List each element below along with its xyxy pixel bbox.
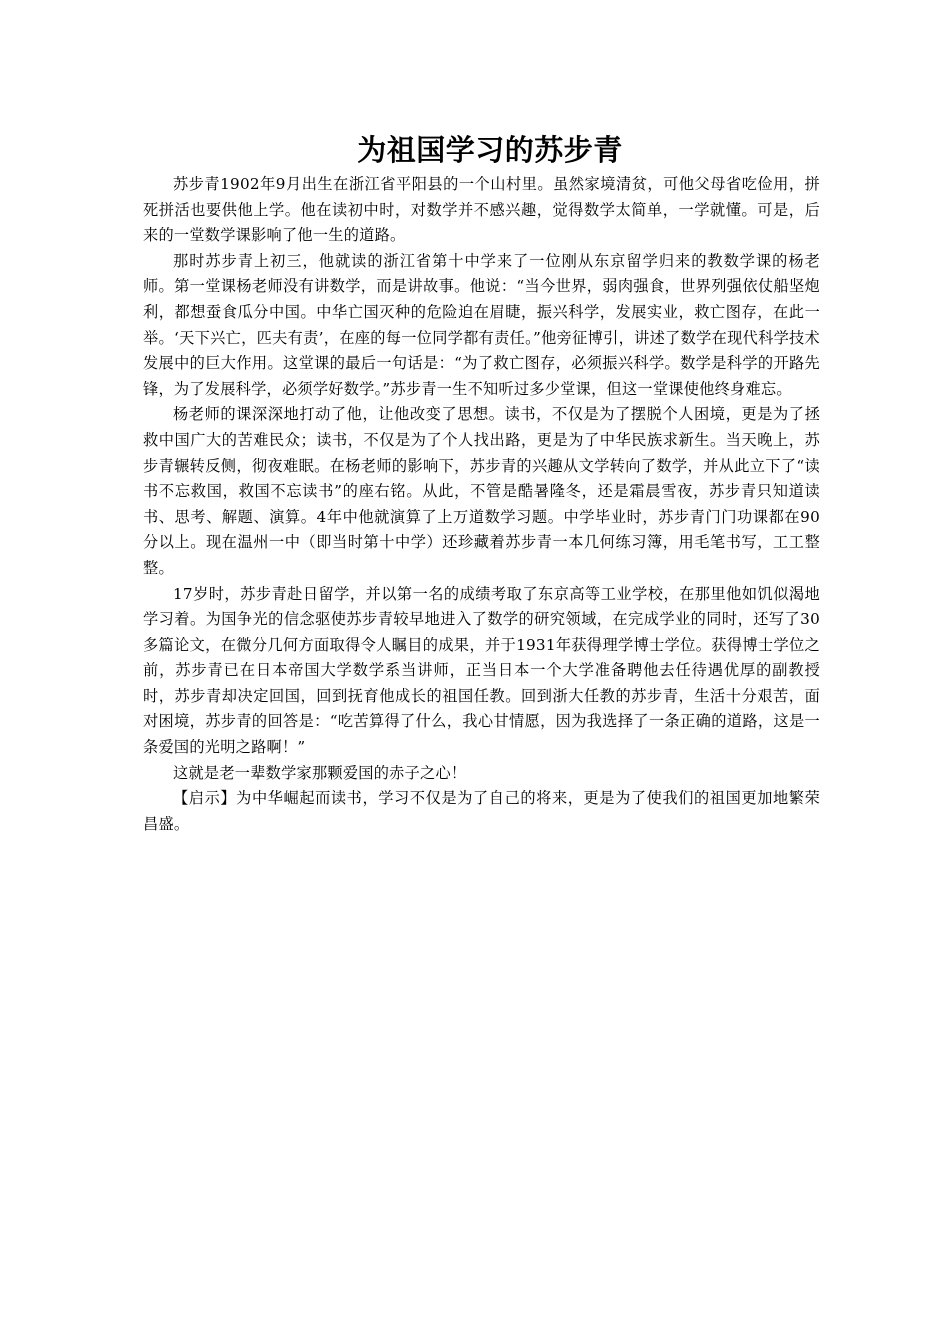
paragraph-3: 杨老师的课深深地打动了他，让他改变了思想。读书，不仅是为了摆脱个人困境，更是为了拯救中国广大的苦难民众；读书，不仅是为了个人找出路，更是为了中华民族求新生。当天晚上，苏步青辗转反侧，彻夜难眠。在杨老师的影响下，苏步青的兴趣从文学转向了数学，并从此立下了“读书不忘救国，救国不忘读书”的座右铭。从此，不管是酷暑隆冬，还是霜晨雪夜，苏步青只知道读书、思考、解题、演算。4年中他就演算了上万道数学习题。中学毕业时，苏步青门门功课都在90分以上。现在温州一中（即当时第十中学）还珍藏着苏步青一本几何练习簿，用毛笔书写，工工整整。 (143, 405, 820, 577)
paragraph-4: 17岁时，苏步青赴日留学，并以第一名的成绩考取了东京高等工业学校，在那里他如饥似渴地学习着。为国争光的信念驱使苏步青较早地进入了数学的研究领域，在完成学业的同时，还写了30多篇论文，在微分几何方面取得令人瞩目的成果，并于1931年获得理学博士学位。获得博士学位之前，苏步青已在日本帝国大学数学系当讲师，正当日本一个大学准备聘他去任待遇优厚的副教授时，苏步青却决定回国，回到抚育他成长的祖国任教。回到浙大任教的苏步青，生活十分艰苦，面对困境，苏步青的回答是：“吃苦算得了什么，我心甘情愿，因为我选择了一条正确的道路，这是一条爱国的光明之路啊！” (143, 584, 820, 757)
paragraph-1: 苏步青1902年9月出生在浙江省平阳县的一个山村里。虽然家境清贫，可他父母省吃俭用，拼死拼活也要供他上学。他在读初中时，对数学并不感兴趣，觉得数学太简单，一学就懂。可是，后来的一堂数学课影响了他一生的道路。 (143, 175, 820, 245)
paragraph-insight: 【启示】为中华崛起而读书，学习不仅是为了自己的将来，更是为了使我们的祖国更加地繁荣昌盛。 (143, 789, 820, 833)
paragraph-5: 这就是老一辈数学家那颗爱国的赤子之心！ (173, 763, 467, 782)
paragraph-2: 那时苏步青上初三，他就读的浙江省第十中学来了一位刚从东京留学归来的教数学课的杨老师。第一堂课杨老师没有讲数学，而是讲故事。他说：“当今世界，弱肉强食，世界列强依仗船坚炮利，都想蚕食瓜分中国。中华亡国灭种的危险迫在眉睫，振兴科学，发展实业，救亡图存，在此一举。‘天下兴亡，匹夫有责’，在座的每一位同学都有责任。”他旁征博引，讲述了数学在现代科学技术发展中的巨大作用。这堂课的最后一句话是：“为了救亡图存，必须振兴科学。数学是科学的开路先锋，为了发展科学，必须学好数学。”苏步青一生不知听过多少堂课，但这一堂课使他终身难忘。 (143, 251, 820, 398)
document-title: 为祖国学习的苏步青 (357, 133, 623, 167)
document-body (143, 172, 820, 837)
